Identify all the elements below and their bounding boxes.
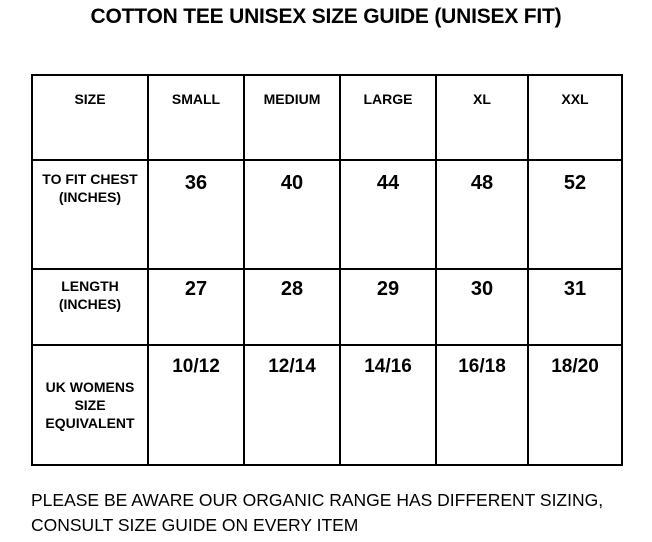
cell-length-medium: 28	[244, 269, 340, 345]
cell-uk-xxl: 18/20	[528, 345, 622, 465]
cell-chest-large: 44	[340, 160, 436, 269]
column-header-xl: XL	[436, 75, 528, 160]
size-table-container	[31, 74, 621, 466]
row-label-chest: TO FIT CHEST (INCHES)	[32, 160, 148, 269]
column-header-medium: MEDIUM	[244, 75, 340, 160]
cell-chest-medium: 40	[244, 160, 340, 269]
row-label-uk-womens: UK WOMENS SIZE EQUIVALENT	[32, 345, 148, 465]
cell-chest-xl: 48	[436, 160, 528, 269]
footnote-text: PLEASE BE AWARE OUR ORGANIC RANGE HAS DIFFERENT SIZING, CONSULT SIZE GUIDE ON EVERY ITEM	[31, 490, 604, 536]
table-row	[32, 160, 622, 269]
column-header-xxl: XXL	[528, 75, 622, 160]
column-header-size: SIZE	[32, 75, 148, 160]
column-header-large: LARGE	[340, 75, 436, 160]
cell-length-xxl: 31	[528, 269, 622, 345]
column-header-small: SMALL	[148, 75, 244, 160]
cell-length-small: 27	[148, 269, 244, 345]
cell-chest-small: 36	[148, 160, 244, 269]
cell-length-xl: 30	[436, 269, 528, 345]
cell-length-large: 29	[340, 269, 436, 345]
page-title: COTTON TEE UNISEX SIZE GUIDE (UNISEX FIT)	[90, 5, 562, 28]
cell-uk-xl: 16/18	[436, 345, 528, 465]
size-table	[31, 74, 623, 466]
cell-uk-large: 14/16	[340, 345, 436, 465]
table-header-row	[32, 75, 622, 160]
cell-uk-medium: 12/14	[244, 345, 340, 465]
cell-uk-small: 10/12	[148, 345, 244, 465]
table-row	[32, 269, 622, 345]
cell-chest-xxl: 52	[528, 160, 622, 269]
row-label-length: LENGTH (INCHES)	[32, 269, 148, 345]
table-row	[32, 345, 622, 465]
